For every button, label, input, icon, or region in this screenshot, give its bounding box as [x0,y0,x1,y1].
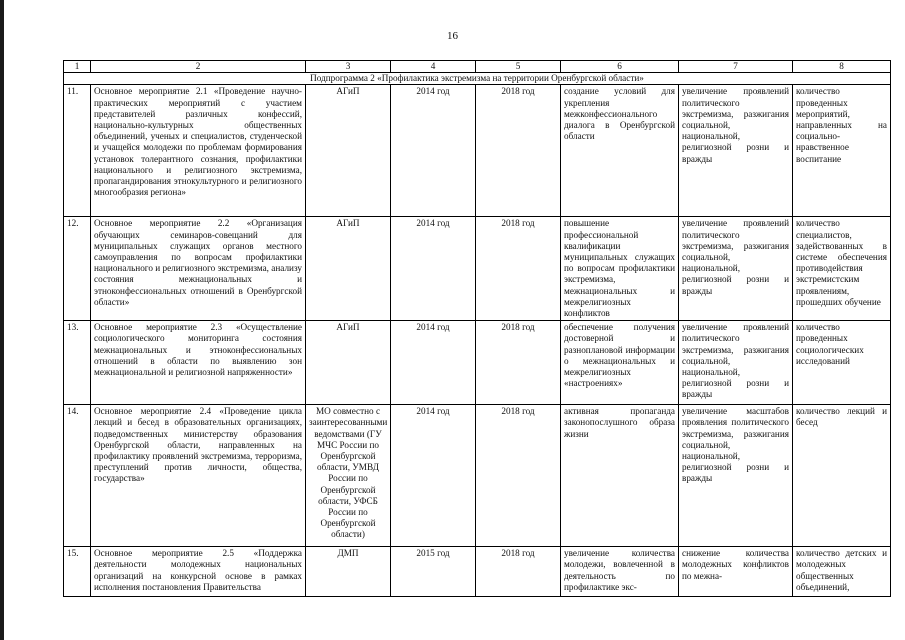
indicator: количество лекций и бесед [793,405,891,547]
start-year: 2014 год [391,217,476,321]
start-year: 2015 год [391,547,476,597]
expected-result: активная пропаганда законопослушного образа жизни [561,405,679,547]
table-row [64,321,891,405]
non-implementation-consequence: увеличение проявлений политического экстремизма, разжигания социальной, национальной, религиозной розни и вражды [679,321,793,405]
executor: МО совместно с заинтересованными ведомствами (ГУ МЧС России по Оренбургской области, УМВД России по Оренбургской области, УФСБ России по Оренбургской области) [306,405,391,547]
measure-name: Основное мероприятие 2.2 «Организация обучающих семинаров-совещаний для муниципальных служащих органов местного самоуправления по вопросам профилактики национального и религиозного экстремизма, анализу состояния межнациональных и этноконфессиональных отношений в Оренбургской области» [91,217,306,321]
expected-result: повышение профессиональной квалификации муниципальных служащих по вопросам профилактики экстремизма, межнациональных и межрелигиозных конфликтов [561,217,679,321]
page-number: 16 [447,30,458,42]
row-number: 13. [64,321,91,405]
expected-result: обеспечение получения достоверной и разноплановой информации о межнациональных и межрелигиозных «настроениях» [561,321,679,405]
indicator: количество специалистов, задействованных в системе обеспечения противодействия экстремистским проявлениям, прошедших обучение [793,217,891,321]
start-year: 2014 год [391,405,476,547]
executor: ДМП [306,547,391,597]
table-row [64,85,891,217]
non-implementation-consequence: увеличение проявлений политического экстремизма, разжигания социальной, национальной, религиозной розни и вражды [679,217,793,321]
header-col-6: 6 [561,61,679,73]
subprogram-row [64,73,891,85]
end-year: 2018 год [476,217,561,321]
executor: АГиП [306,85,391,217]
header-col-4: 4 [391,61,476,73]
executor: АГиП [306,321,391,405]
end-year: 2018 год [476,85,561,217]
executor: АГиП [306,217,391,321]
table-row [64,547,891,597]
header-col-2: 2 [91,61,306,73]
measure-name: Основное мероприятие 2.1 «Проведение научно-практических мероприятий с участием представителей различных конфессий, национально-культурных общественных объединений, ученых и специалистов, студенческой и учащейся молодежи по проблемам формирования установок толерантного сознания, профилактики национального и религиозного экстремизма, пропагандирования этнокультурного и религиозного многообразия региона» [91,85,306,217]
end-year: 2018 год [476,321,561,405]
indicator: количество детских и молодежных общественных объединений, [793,547,891,597]
row-number: 12. [64,217,91,321]
start-year: 2014 год [391,85,476,217]
start-year: 2014 год [391,321,476,405]
non-implementation-consequence: увеличение масштабов проявления политического экстремизма, разжигания социальной, национальной, религиозной розни и вражды [679,405,793,547]
row-number: 15. [64,547,91,597]
measure-name: Основное мероприятие 2.5 «Поддержка деятельности молодежных национальных организаций на конкурсной основе в рамках исполнения постановления Правительства [91,547,306,597]
measure-name: Основное мероприятие 2.4 «Проведение цикла лекций и бесед в образовательных организациях, подведомственных министерству образования Оренбургской области, направленных на профилактику проявлений экстремизма, терроризма, преступлений против личности, общества, государства» [91,405,306,547]
subprogram-title: Подпрограмма 2 «Профилактика экстремизма на территории Оренбургской области» [64,73,891,85]
measure-name: Основное мероприятие 2.3 «Осуществление социологического мониторинга состояния межнациональных и этноконфессиональных отношений в области по выявлению зон межнациональной и религиозной напряженности» [91,321,306,405]
header-col-1: 1 [64,61,91,73]
row-number: 14. [64,405,91,547]
header-col-5: 5 [476,61,561,73]
measures-table [63,60,891,597]
table-row [64,405,891,547]
row-number: 11. [64,85,91,217]
end-year: 2018 год [476,547,561,597]
indicator: количество проведенных социологических исследований [793,321,891,405]
header-col-7: 7 [679,61,793,73]
table-row [64,217,891,321]
header-col-8: 8 [793,61,891,73]
non-implementation-consequence: снижение количества молодежных конфликтов по межна- [679,547,793,597]
end-year: 2018 год [476,405,561,547]
header-col-3: 3 [306,61,391,73]
indicator: количество проведенных мероприятий, направленных на социально-нравственное воспитание [793,85,891,217]
expected-result: увеличение количества молодежи, вовлеченной в деятельность по профилактике экс- [561,547,679,597]
non-implementation-consequence: увеличение проявлений политического экстремизма, разжигания социальной, национальной, религиозной розни и вражды [679,85,793,217]
header-row [64,61,891,73]
expected-result: создание условий для укрепления межконфессионального диалога в Оренбургской области [561,85,679,217]
scan-edge [0,0,4,640]
